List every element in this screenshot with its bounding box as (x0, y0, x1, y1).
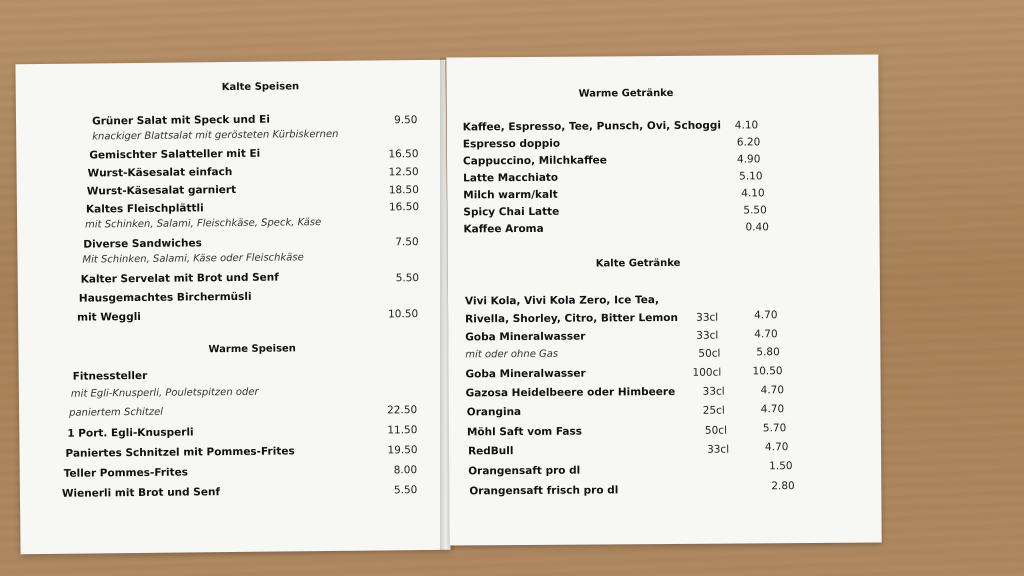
menu-item: Kalter Servelat mit Brot und Senf (80, 271, 279, 286)
menu-item: 1 Port. Egli-Knusperli (67, 426, 194, 440)
menu-item: Wurst-Käsesalat garniert (86, 183, 237, 198)
drink-price: 10.50 (752, 365, 783, 378)
drink-volume: 50cl (698, 347, 721, 360)
drink-item: Spicy Chai Latte (463, 205, 560, 219)
menu-item: Wurst-Käsesalat einfach (87, 166, 233, 180)
menu-item: mit Weggli (77, 310, 141, 324)
menu-item: Grüner Salat mit Speck und Ei (91, 113, 270, 128)
menu-description: paniertem Schitzel (69, 406, 164, 419)
drink-price: 5.50 (743, 204, 767, 217)
menu-description: Mit Schinken, Salami, Käse oder Fleischkäse (82, 252, 304, 266)
menu-item: Hausgemachtes Birchermüsli (78, 290, 252, 305)
drink-item: Espresso doppio (462, 137, 561, 151)
drink-volume: 50cl (704, 424, 728, 437)
menu-description: mit Schinken, Salami, Fleischkäse, Speck, Käse (85, 217, 322, 231)
menu-description: mit Egli-Knusperli, Pouletspitzen oder (70, 386, 259, 400)
drink-item: Kaffee, Espresso, Tee, Punsch, Ovi, Schoggi (462, 119, 722, 134)
drink-item: Möhl Saft vom Fass (466, 425, 583, 439)
menu-price: 22.50 (387, 404, 418, 417)
drink-price: 4.90 (736, 153, 761, 166)
menu-item: Teller Pommes-Frites (63, 466, 189, 480)
drink-item: Gazosa Heidelbeere oder Himbeere (465, 385, 676, 400)
menu-left-page (15, 60, 450, 554)
menu-price: 5.50 (393, 484, 418, 497)
menu-price: 18.50 (388, 184, 419, 197)
drink-item: RedBull (468, 445, 514, 458)
menu-price: 19.50 (387, 444, 418, 457)
drink-item: Orangensaft frisch pro dl (469, 484, 619, 498)
menu-description: knackiger Blattsalat mit gerösteten Kürbiskernen (92, 128, 339, 143)
drink-item: Kaffee Aroma (463, 222, 544, 236)
menu-price: 5.50 (395, 272, 420, 285)
drink-price: 4.10 (734, 119, 759, 132)
menu-price: 16.50 (388, 148, 419, 161)
drink-item: Goba Mineralwasser (465, 367, 586, 381)
drink-price: 2.80 (771, 480, 795, 493)
drink-price: 4.70 (764, 441, 789, 454)
drink-item: Goba Mineralwasser (465, 330, 586, 344)
drink-volume: 33cl (707, 443, 730, 456)
drink-price: 4.70 (754, 328, 778, 341)
drink-price: 0.40 (745, 221, 769, 234)
menu-price: 10.50 (388, 308, 419, 321)
menu-item: Kaltes Fleischplättli (85, 202, 204, 216)
menu-right-page (446, 54, 881, 545)
drink-description: mit oder ohne Gas (465, 348, 559, 361)
menu-item: Wienerli mit Brot und Senf (61, 486, 221, 500)
heading-warme-speisen: Warme Speisen (208, 343, 296, 356)
drink-item: Orangina (466, 406, 522, 419)
menu-item: Diverse Sandwiches (83, 237, 202, 251)
heading-warme-getraenke: Warme Getränke (578, 87, 674, 100)
menu-price: 8.00 (393, 464, 418, 477)
drink-price: 1.50 (769, 460, 793, 473)
drink-price: 5.10 (739, 170, 763, 183)
menu-item: Paniertes Schnitzel mit Pommes-Frites (65, 445, 295, 460)
drink-item: Latte Macchiato (463, 171, 559, 185)
menu-price: 9.50 (393, 114, 418, 127)
heading-kalte-getraenke: Kalte Getränke (595, 257, 681, 270)
drink-volume: 33cl (696, 311, 719, 324)
menu-price: 7.50 (395, 236, 419, 249)
drink-price: 4.70 (754, 309, 778, 322)
drink-price: 4.70 (760, 384, 785, 397)
drink-price: 5.80 (756, 346, 780, 359)
drink-item: Vivi Kola, Vivi Kola Zero, Ice Tea, (464, 294, 659, 308)
drink-price: 4.10 (741, 187, 765, 200)
menu-item: Gemischter Salatteller mit Ei (89, 147, 261, 162)
menu-price: 16.50 (388, 201, 420, 214)
heading-kalte-speisen: Kalte Speisen (221, 81, 300, 94)
drink-price: 6.20 (736, 136, 761, 149)
drink-item: Milch warm/kalt (463, 188, 558, 202)
drink-price: 5.70 (762, 422, 787, 435)
drink-price: 4.70 (760, 403, 785, 416)
drink-item: Cappuccino, Milchkaffee (462, 154, 607, 168)
drink-volume: 33cl (702, 385, 725, 398)
menu-item: Fitnessteller (72, 369, 148, 383)
drink-volume: 100cl (692, 366, 722, 379)
menu-price: 11.50 (387, 424, 418, 437)
drink-item: Orangensaft pro dl (468, 464, 581, 478)
drink-volume: 25cl (702, 404, 725, 417)
drink-volume: 33cl (696, 329, 719, 342)
drink-item: Rivella, Shorley, Citro, Bitter Lemon (465, 311, 678, 326)
menu-price: 12.50 (388, 166, 419, 179)
